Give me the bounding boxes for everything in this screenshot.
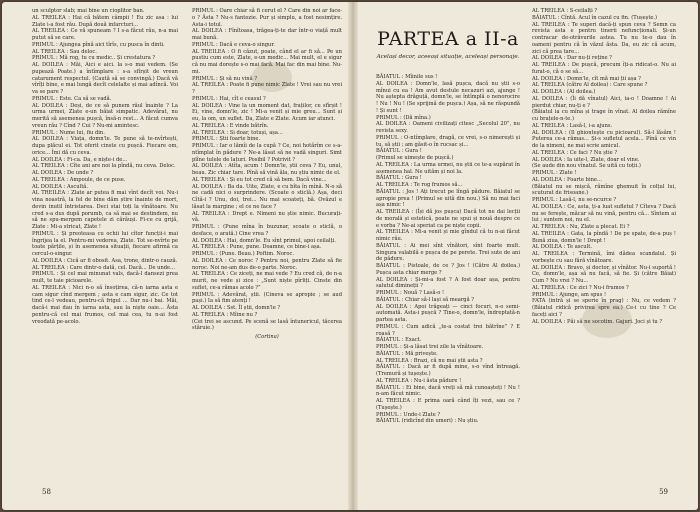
- part-title: PARTEA a II-a: [377, 28, 519, 50]
- curtain-note: (Cortina): [255, 334, 279, 340]
- left-page-column-1: un sculptor slab; mai bine un cioplitor ban. AL TREILEA : Hai că bătem câmpii ! Eu zic asa : lui Zlate i-a fost rău. După două infarcturi... AL TREILEA : Ce vă spuneam ? I s-a făcut rău, n-a mai putut să se care. PRIMUL : Ajungea pînă aici tîrîs, cu pusca în dinti. AL TREILEA : Sau deloc. PRIMUL : Mă rog, tu cu medic.. Și crestatura ? AL DOILEA : Măi, Aici e aici. la s-o mai vedem. (Se pupează Poate.) a întîmplare : s-a sfîrșit de vreun catarument respectul. (Caută să se convingă.) Dacă vă vîrîți bine, e mai lungă decît celelalte și mai adîncă. Voi va se pare ? PRIMUL : Este. Ca să se vadă. AL DOILEA : Deși, de ce să punem răul înainte ? La urma urmei, Zlate e-un băiat simpatic. Adevărat, nu merită să asemenea pușcă, însă-n rest... A făcut cumva vreun rău ? Cînd ? Cui ? Nu-mi amintesc. PRIMUL : Nume lui, fiu din. AL DOILEA : Viața, domn'le. Te pune să te-nvîrtești, dupa plăcul ei. Tot oferit cinste cu pușcă. Fiecare om, orice... Îmi dă cu ceva. AL DOILEA : Fi-ca. Da, e niște-i de... AL TREILEA : Cîte ani are noi la pîndă, nu ceva. Deloc. AL DOILEA : De unde ? AL TREILEA : Ampoule, de ce puse. AL DOILEA : Ascultă. AL TREILEA : Zlate ar putea fi mai vînt decît voi. Nu-i vina noastră, la fel de bine dăm știre înainte de mort, devin inutil întristarea. Deci stai toți la vînătoare. Nu cred s-a dus după porumb, ca să mai se destindem, nu să ne spu-mergem capetele zi cărăuși. Fi-ce cu grijă, Zlate : Mi-a stricat, Zlate ! PRIMUL : Și preoteasa cu ochii lui cîtor funcții-i mai îngrijea la el. Pentru-mi vederea, Zlate. Tot se-nvîrte pe toate părțile, și în asemenea situații, fiecare afirmă ca cercul-o-singur. AL DOILEA : Cică ar fi obosit. Asa, trone, dintr-o cauză. AL TREILEA : Care dintr-o dată, cel. Dacă... De unde... PRIMUL : Și cel mai minunat vals, dacă-l dansezi prea mult, te taie picioarele. AL TREILEA : Nici n-o să însoțirea, că-n iarna asta e cam sigur cînd mergem ; asta e cam sigur, zic. Ce tot tind ce-l vedeau, pentru-că frigul ... Dar nu-i bai. Măi, dacă-i mai dau în iarna asta, sau la niște oaie... Ăsta pentru-că cel mai frumos, cel mai cea, tu n-ai fost vreodată pe-acolo.: [32, 8, 178, 325]
- page-number-right: 59: [659, 488, 668, 496]
- book-gutter: [348, 2, 358, 510]
- left-page-column-2-text: PRIMUL : Oare chiar să fi cerut el ? Care din noi ar face-o ? Ăsta ? Nu-s fantezie. Pur și simplu, a fost nesimțire. Asta-i totul. AL DOILEA : Fînîtoasa, trăgea-ți-te dar într-o viață mult mai bună. PRIMUL : Dacă e ceva-o singur. AL TREILEA : O fi căzut, poate, când el ar fi să... Pe un pustiu cum este, Zlate, e-un medic... Mai mult, el e sigur că nu mai dorește s-o mai facă. Mai fac din mai bine. Nu-mi. PRIMUL : Și să nu vină ? AL TREILEA : Poate fi pune nimic Zlate ! Vrei sau nu vrei ? PRIMUL : Hai, cît e ceasul ? AL DOILEA : Vine la un moment dat, fraților, ce sfîrșit ! Ei, vine, domn'le, zic ! Mi-a venit și mie greu... Sunt și eu, la om, un suflet. Da, Zlate e Zlate. Acum iar atunci. AL TREILEA : E vinde bătrîn. AL TREILEA : Si doar, totuși, așa... PRIMUL : Știi foarte bine. PRIMUL : Iar o lămîi de la cupă ? Ce, noi hotărîm ce s-a-ntîmplat în pădure ? Ne-a lăsat să ne vadă singuri. Simt plîne tulele de lațuri. Posibil ? Potrivit ? AL DOILEA : Atîta, acum ! Domn'le, știi ceva ? Eu, unul, beau. Zic chiar tare. Pînă să vină ăla, nu știu nimic de el. AL TREILEA : Și eu tot cred că să bem. Dacă vine... AL DOILEA : Ba da. Uite, Zlate, e cu bîta în mînă. N-o să ne cadă nici o surprindere. (Scoate o sticlă.) Așa, deci Cîtă-i ? Unu, doi, trei... Nu mai scoateți, bă. Ovăzul e lăsat la margine ; el ce ne face ? AL TREILEA : Drept e. Nimeni nu știe nimic. Bucurați-vă. PRIMUL : (Pune mîna în buzunar, scoate o sticlă, o desface, o arată.) Cine vrea ? AL DOILEA : Hai, domn'le. Eu sînt primul, apoi ceilalți. AL TREILEA : Pune, pune. Doamne, ce bine-i așa. PRIMUL : (Pune. Beau.) Poftim. Noroc. AL DOILEA : Ce noroc ? Pentru noi, pentru Zlate să fie noroc. Noi ne-am dus de-o parte. Noroc. AL TREILEA : Ce ziceți, ne mai vede ? Eu cred că, de n-a murit, ne vede și zice : „Sunt niște pîrliți. Cinste din suflet, ce-a rămas acolo ?” PRIMUL : Adevărat, știi. (Cineva se apropie ; se aud pași.) Ia să fim atenți ! AL DOILEA : Sst. Îl știi, domn'le ? AL TREILEA : Mîine nu ? (Cei trei se ascund. Pe scenă se lasă întunericul, tăcerea stăruie.): [192, 8, 342, 332]
- stage-direction-subtitle: Același decor, aceeași situație, aceleași personaje.: [376, 54, 520, 60]
- page-number-left: 58: [42, 488, 51, 496]
- book-spread: [2, 2, 698, 510]
- right-page-column-2: AL TREILEA : S-ceilalți ? BĂIATUL : Cîntă. Acul în cazul cu fin. (Tușește.) AL TREILEA : Te superi dacă-ți spun ceva ? Semn ca revista asta e pentru tinerii nefuncționali. Și-un contracar de-otrăvurile astea. Tu nu te-o dau în oameni pentru că în văzul ăsta. Da, eu zic că acum, zici că prea tare... AL DOILEA : Dar nu-ți reține ? AL TREILEA : De pușcă, precum îți-a ridicat-o. Nu ai furat-o, că o se să... AL DOILEA : Domn'le, cît mă mai ții așa ? AL TREILEA (către Al doilea) : Care spune ? AL DOILEA : (Al doilea.) AL DOILEA : (Îi dă vînatul) Aici, ia-o ! Doamne ! Ai pierdut chiar, nu-ți e ? (Băiatul ia cu mîna și trage în vînat. Al doilea rămîne cu brațele-n-te.) AL TREILEA : Lasă-l, i-a ajuns. AL DOILEA : (Il ghiontește cu picioarul). Să-l lăsăm ! Puterea ce-a rămas... Și-s sufletul acela... Pînă ce vin de la nimeni, ne mai scrie amicul. AL TREILEA : Ce faci ? Nu știe ? AL DOILEA : Ia uite-l, Zlate, doar el vine. (Se aude din nou vînatul. Se uită cu toții.) PRIMUL : Zlate ! AL DOILEA : Foarte bine... (Băiatul nu se mișcă, rămîne ghemuit în colțul lui, scuturat de frisoane.) PRIMUL : Lasă-l, nu se-ncurce ? AL DOILEA : Ce, asta, ți-a luat sufletul ? Cîteva ? Dacă nu se ferește, măcar să nu vină, pentru că... Sîntem ai lui ; suntem noi, nu el. AL TREILEA : Nu, Zlate a plecat. Ei ? AL TREILEA : Gata, la pîndă ! De pe spate, de-a puș ! Bună ziua, domn'le ! Drept ! AL DOILEA : Te ascult. AL TREILEA : Termină, îmi dădea scandalul. Și vorbește cu sau fără vînătoare. AL DOILEA : Bravo, și doctor, și vînător. Nu-i suportă ! Ce, domn'le, așa să nu facă, să fie. Și (către Băiat) Cum ? Nu vrei ? Nu... AL TREILEA : Ce zici ? Nu-i frumos ? PRIMUL : Ajunge, am spus ! FATA (intră și se sperie în prag) : Nu, ce vedem ? (Băiatul ridică privirea spre ea.) Ce-i cu tine ? Ce faceți aici ? AL DOILEA : Păi să ne socotim. Gajuri. Joci și tu ?: [532, 8, 676, 325]
- left-page-column-2: [192, 8, 342, 494]
- right-page-column-1: BĂIATUL : Mîinile sus ! AL DOILEA : Domn'le, lasă pușca, dacă nu știi s-o mînui cu ea ! Am avut destule necazuri azi, ajunge ! Nu aștepta drăguță, domn'le, se întîmplă o nenorocire ! Nu ! Nu ! (Se sprijină de pușca.) Așa, să ne răspundă ! Și sunt ! PRIMUL : (Dă mîna.) AL DOILEA : Oameni civilizați citesc „Secolul 20”, nu revista sexy. PRIMUL : O-ntîmplare, dragă, ce vrei, s-o nimerești și tu, să știi ; am găsit-o în rucsac și... BĂIATUL : Gura ! (Primul se uimește de pușcă.) AL TREILEA : La urma urmei, nu știi ce te-a supărat în asemenea hal. Ne uităm și noi la. BĂIATUL : Gura ! AL TREILEA : Te rog frumos să... BĂIATUL : Jos ! Ați trecut pe lîngă pădure. Băiatul se apropie prea ! (Primul se uită din nou.) Să nu mai faci așa nimic ! AL TREILEA : (Își dă jos pușca) Dacă tot ne dai lecții de morală și estetică, poate ne spui și nouă despre ce e vorba ? Ne-ai speriat ca pe niște copii. AL TREILEA : Mi-a venit și mie gîndul că tu n-ai făcut nimic rău. BĂIATUL : Ai mei sînt vînători, sînt foarte mult. Singura valabilă e pușca de pe perete. Trei sute de ani de pădure. BĂIATUL : Pistoale, de ce ? Jos ! (Către Al doilea.) Pușca asta chiar merge ? AL DOILEA : Și-mi-a fost ? A fost doar așa, pentru salutul dimineții ? PRIMUL : Nouă ? Lasă-o ! BĂIATUL : Chiar să-l lași să meargă ? AL DOILEA : Apoi trăgeați — cinci focuri, n-o semi-automată. Asta-i pușcă ? Tine-o, domn'le, îndreptată-n partea asta. PRIMUL : Cum adică „te-a costat trei bătrîne” ? E roasă ? BĂIATUL : Exact. PRIMUL : Și-a lăsat trei zile la vînătoare. BĂIATUL : Mă privește. AL TREILEA : Brazi, că nu mai știi asta ? BĂIATUL : Dacă ar fi după mine, s-o vînd întreagă. (Tremură și tușește.) AL TREILEA : Nu-i ăsta pădure ! BĂIATUL : Ei bine, dacă vreți să mă cunoașteți ! Nu ! n-am făcut nimic. AL TREILEA : E prima oară când îți vezi, sau ce ? (Tușește.) PRIMUL : Unde-i Zlate ? BĂIATUL (ridicînd din umeri) : Nu știu.: [376, 74, 520, 425]
